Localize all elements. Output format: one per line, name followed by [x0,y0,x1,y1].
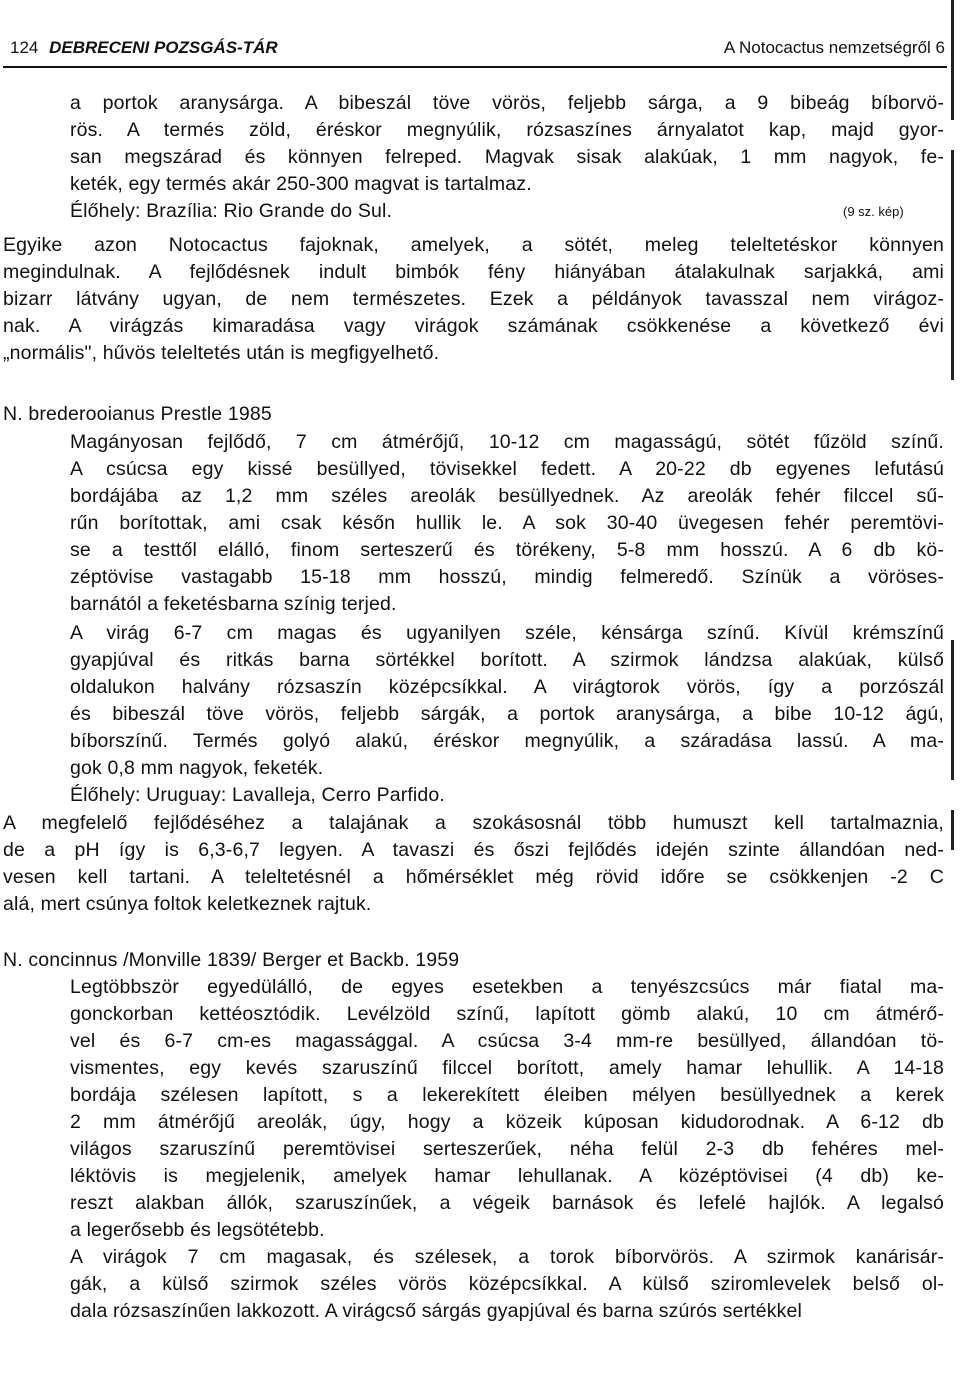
body-line: dala rózsaszínűen lakkozott. A virágcső sárgás gyapjúval és barna szúrós sertékkel [70,1300,803,1322]
body-line: rös. A termés zöld, éréskor megnyúlik, rózsaszínes árnyalatot kap, majd gyor- [70,119,944,141]
body-line: reszt alakban állók, szaruszínűek, a végeik barnások és lefelé hajlók. A legalsó [70,1192,944,1214]
running-title: DEBRECENI POZSGÁS-TÁR [49,38,278,57]
image-reference: (9 sz. kép) [843,204,904,219]
scan-edge-mark [951,640,954,780]
body-line: vel és 6-7 cm-es magassággal. A csúcsa 3-4 mm-re besüllyed, állandóan tö- [70,1030,944,1052]
body-line: se a testtől elálló, finom serteszerű és törékeny, 5-8 mm hosszú. A 6 db kö- [70,539,944,561]
habitat-line: Élőhely: Uruguay: Lavalleja, Cerro Parfido. [70,784,445,806]
body-line: gák, a külső szirmok széles vörös középcsíkkal. A külső sziromlevelek belső ol- [70,1273,944,1295]
species-heading: N. brederooianus Prestle 1985 [3,403,272,425]
body-line: megindulnak. A fejlődésnek indult bimbók fény hiányában átalakulnak sarjakká, ami [3,261,944,283]
scan-edge-mark [951,810,954,850]
body-line: léktövis is megjelenik, amelyek hamar lehullanak. A középtövisei (4 db) ke- [70,1165,944,1187]
body-line: A virágok 7 cm magasak, és szélesek, a torok bíborvörös. A szirmok kanárisár- [70,1246,944,1268]
body-line: nak. A virágzás kimaradása vagy virágok számának csökkenése a következő évi [3,315,944,337]
section-title: A Notocactus nemzetségről 6 [723,38,945,57]
scan-edge-mark [951,0,954,120]
header-rule [3,66,947,68]
body-line: vesen kell tartani. A teleltetésnél a hőmérséklet még rövid időre se csökkenjen -2 C [3,866,944,888]
body-line: gyapjúval és ritkás barna sörtékkel borított. A szirmok lándzsa alakúak, külső [70,649,944,671]
body-line-text: zéptövise vastagabb 15-18 mm hosszú, mindig felmeredő. Színük a vöröses- [70,566,944,588]
body-line: a portok aranysárga. A bibeszál töve vörös, feljebb sárga, a 9 bibeág bíborvö- [70,92,944,114]
body-line: vismentes, egy kevés szaruszínű filccel borított, amely hamar lehullik. A 14-18 [70,1057,944,1079]
page-number: 124 [10,38,39,57]
body-line: gok 0,8 mm nagyok, feketék. [70,757,324,779]
body-line: Egyike azon Notocactus fajoknak, amelyek, a sötét, meleg teleltetéskor könnyen [3,234,944,256]
body-line [70,564,944,590]
body-line: A virág 6-7 cm magas és ugyanilyen széle, kénsárga színű. Kívül krémszínű [70,622,944,644]
page-header [10,38,945,64]
body-line: de a pH így is 6,3-6,7 legyen. A tavaszi és őszi fejlődés idején szinte állandóan ned- [3,839,944,861]
body-line: gonckorban kettéosztódik. Levélzöld színű, lapított gömb alakú, 10 cm átmérő- [70,1003,944,1025]
body-line: „normális", hűvös teleltetés után is megfigyelhető. [3,342,440,364]
body-line: oldalukon halvány rózsaszín középcsíkkal. A virágtorok vörös, így a porzószál [70,676,944,698]
body-line: a legerősebb és legsötétebb. [70,1219,325,1241]
scan-edge-mark [951,150,954,380]
species-heading: N. concinnus /Monville 1839/ Berger et Backb. 1959 [3,949,460,971]
body-line: Magányosan fejlődő, 7 cm átmérőjű, 10-12 cm magasságú, sötét fűzöld színű. [70,431,944,453]
body-line: san megszárad és könnyen felreped. Magvak sisak alakúak, 1 mm nagyok, fe- [70,146,944,168]
body-line: keték, egy termés akár 250-300 magvat is tartalmaz. [70,173,532,195]
body-line: A megfelelő fejlődéséhez a talajának a szokásosnál több humuszt kell tartalmaznia, [3,812,944,834]
body-line: bordájába az 1,2 mm széles areolák besüllyednek. Az areolák fehér filccel sű- [70,485,944,507]
body-line: bizarr látvány ugyan, de nem természetes. Ezek a példányok tavasszal nem virágoz- [3,288,944,310]
body-line: 2 mm átmérőjű areolák, úgy, hogy a közeik kúposan kidudorodnak. A 6-12 db [70,1111,944,1133]
body-line: bíborszínű. Termés golyó alakú, éréskor megnyúlik, a száradása lassú. A ma- [70,730,944,752]
body-line: és bibeszál töve vörös, feljebb sárgák, a portok aranysárga, a bibe 10-12 ágú, [70,703,944,725]
body-line: rűn borítottak, ami csak későn hullik le. A sok 30-40 üvegesen fehér peremtövi- [70,512,944,534]
body-line: Legtöbbször egyedülálló, de egyes esetekben a tenyészcsúcs már fiatal ma- [70,976,944,998]
body-line: bordája szélesen lapított, s a lekerekített éleiben mélyen besüllyednek a kerek [70,1084,944,1106]
body-line: barnától a feketésbarna színig terjed. [70,593,397,615]
body-line: világos szaruszínű peremtövisei serteszerűek, néha felül 2-3 db fehéres mel- [70,1138,944,1160]
habitat-line: Élőhely: Brazília: Rio Grande do Sul. [70,200,393,222]
body-line: alá, mert csúnya foltok keletkeznek rajtuk. [3,893,372,915]
body-line: A csúcsa egy kissé besüllyed, tövisekkel fedett. A 20-22 db egyenes lefutású [70,458,944,480]
